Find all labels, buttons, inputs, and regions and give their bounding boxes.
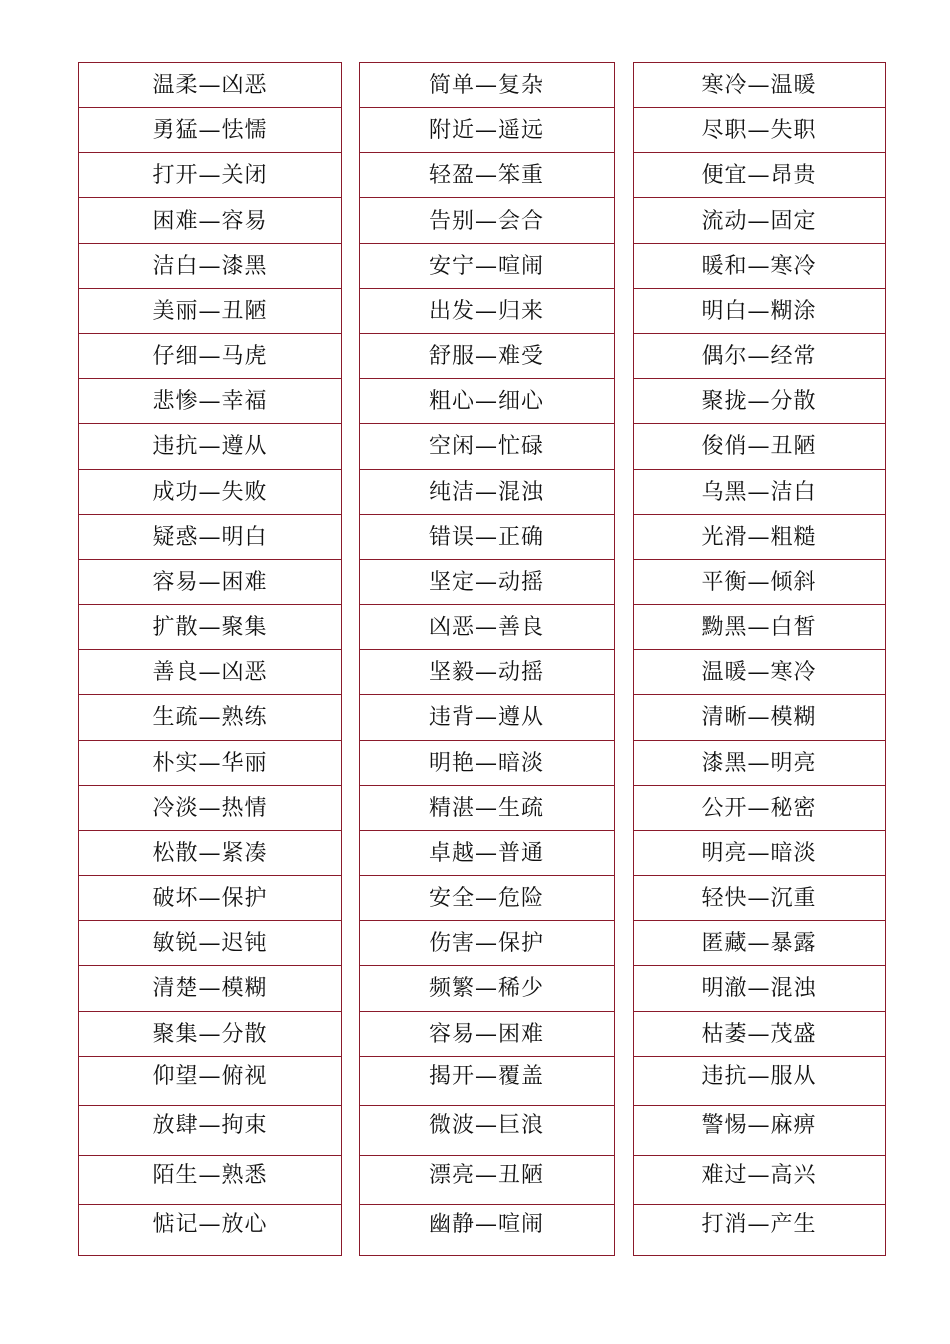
antonym-pair: 疑惑—明白 [152,524,268,550]
antonym-pair: 卓越—普通 [428,840,544,866]
antonym-pair: 错误—正确 [428,524,544,550]
antonym-pair: 安全—危险 [428,886,544,912]
column-gutter [615,514,633,560]
antonym-pair: 难过—高兴 [701,1162,817,1188]
column-gutter [342,740,359,786]
antonym-pair: 违抗—遵从 [152,434,268,460]
antonym-pair: 温暖—寒冷 [701,660,817,686]
table-row [79,1106,885,1156]
antonym-pair: 黝黑—白皙 [701,615,817,641]
column-gutter [615,243,633,289]
antonym-pair: 敏锐—迟钝 [152,931,268,957]
column-gutter [615,198,633,244]
column-gutter [615,423,633,469]
antonym-pair: 告别—会合 [428,208,544,234]
column-gutter [342,785,359,831]
table-row [79,63,885,108]
antonym-pair: 温柔—凶恶 [152,73,268,98]
column-gutter [615,288,633,334]
antonym-pair: 暖和—寒冷 [701,253,817,279]
antonym-pair: 凶恶—善良 [428,615,544,641]
antonym-pair: 漂亮—丑陋 [428,1162,544,1188]
antonym-pair: 舒服—难受 [428,344,544,370]
table-row [79,966,885,1011]
column-gutter [342,1011,359,1057]
antonym-pair: 安宁—喧闹 [428,253,544,279]
column-gutter [615,107,633,153]
antonym-pair: 轻快—沉重 [701,886,817,912]
antonym-pair: 出发—归来 [428,298,544,324]
column-gutter [342,694,359,740]
column-gutter [342,514,359,560]
table-row [79,1156,885,1206]
table-row [79,786,885,831]
antonym-pair: 仰望—俯视 [152,1063,268,1089]
table-row [79,695,885,740]
column-gutter [615,1011,633,1057]
table-row [79,379,885,424]
table-row [79,515,885,560]
antonym-pair: 便宜—昂贵 [701,163,817,189]
antonym-pair: 清晰—模糊 [701,705,817,731]
antonym-pair: 空闲—忙碌 [428,434,544,460]
column-gutter [342,559,359,605]
table-row [79,650,885,695]
table-row [79,470,885,515]
antonym-pair: 悲惨—幸福 [152,389,268,415]
table-row [79,605,885,650]
antonym-pair: 明艳—暗淡 [428,750,544,776]
antonym-pair: 生疏—熟练 [152,705,268,731]
table-row [79,1057,885,1107]
antonym-pair: 揭开—覆盖 [428,1063,544,1089]
antonym-pair: 容易—困难 [152,569,268,595]
antonym-pair: 公开—秘密 [701,795,817,821]
antonym-pair: 破坏—保护 [152,886,268,912]
antonym-pair: 清楚—模糊 [152,976,268,1002]
antonym-pair: 明白—糊涂 [701,298,817,324]
column-gutter [615,1056,633,1107]
column-gutter [342,965,359,1011]
column-gutter [342,243,359,289]
column-gutter [342,1105,359,1156]
column-gutter [615,694,633,740]
column-gutter [342,152,359,198]
antonym-pair: 朴实—华丽 [152,750,268,776]
table-row [79,289,885,334]
antonym-pair: 聚拢—分散 [701,389,817,415]
column-gutter [342,333,359,379]
antonym-pair: 困难—容易 [152,208,268,234]
column-gutter [615,830,633,876]
table-row [79,876,885,921]
antonym-pair: 仔细—马虎 [152,344,268,370]
table-row [79,334,885,379]
antonym-pair: 善良—凶恶 [152,660,268,686]
column-gutter [342,1204,359,1256]
antonym-pair: 冷淡—热情 [152,795,268,821]
column-gutter [342,288,359,334]
antonym-pair: 俊俏—丑陋 [701,434,817,460]
antonym-pair: 打消—产生 [701,1212,817,1238]
antonym-pair: 漆黑—明亮 [701,750,817,776]
column-gutter [615,152,633,198]
antonym-pair: 寒冷—温暖 [701,73,817,98]
column-gutter [342,107,359,153]
antonym-pair: 违抗—服从 [701,1063,817,1089]
antonym-pair: 美丽—丑陋 [152,298,268,324]
column-gutter [615,1155,633,1206]
antonym-pair: 成功—失败 [152,479,268,505]
column-gutter [615,785,633,831]
antonym-pair: 明澈—混浊 [701,976,817,1002]
antonym-pair: 微波—巨浪 [428,1113,544,1139]
table-row [79,921,885,966]
column-gutter [615,965,633,1011]
table-row [79,153,885,198]
antonym-pair: 警惕—麻痹 [701,1113,817,1139]
antonym-pair: 明亮—暗淡 [701,840,817,866]
antonym-pair: 附近—遥远 [428,118,544,144]
antonym-pair: 纯洁—混浊 [428,479,544,505]
antonym-table [78,62,886,1256]
column-gutter [615,920,633,966]
table-row [79,1012,885,1057]
table-row [79,108,885,153]
column-gutter [342,1155,359,1206]
antonym-pair: 洁白—漆黑 [152,253,268,279]
column-gutter [342,920,359,966]
antonym-pair: 违背—遵从 [428,705,544,731]
column-gutter [342,604,359,650]
antonym-pair: 打开—关闭 [152,163,268,189]
antonym-pair: 松散—紧凑 [152,840,268,866]
column-gutter [342,378,359,424]
column-gutter [615,649,633,695]
table-row [79,560,885,605]
antonym-pair: 平衡—倾斜 [701,569,817,595]
antonym-pair: 惦记—放心 [152,1212,268,1238]
column-gutter [615,333,633,379]
antonym-pair: 流动—固定 [701,208,817,234]
column-gutter [615,559,633,605]
column-gutter [615,378,633,424]
antonym-pair: 勇猛—怯懦 [152,118,268,144]
table-row [79,199,885,244]
antonym-pair: 尽职—失职 [701,118,817,144]
column-gutter [342,469,359,515]
antonym-pair: 坚毅—动摇 [428,660,544,686]
table-row [79,244,885,289]
antonym-pair: 聚集—分散 [152,1021,268,1047]
column-gutter [615,604,633,650]
column-gutter [342,830,359,876]
antonym-pair: 放肆—拘束 [152,1113,268,1139]
antonym-pair: 陌生—熟悉 [152,1162,268,1188]
antonym-pair: 光滑—粗糙 [701,524,817,550]
antonym-pair: 频繁—稀少 [428,976,544,1002]
column-gutter [615,875,633,921]
antonym-pair: 精湛—生疏 [428,795,544,821]
antonym-pair: 匿藏—暴露 [701,931,817,957]
column-gutter [342,423,359,469]
column-gutter [615,740,633,786]
antonym-pair: 乌黑—洁白 [701,479,817,505]
table-row [79,1205,885,1255]
column-gutter [615,1204,633,1256]
antonym-pair: 简单—复杂 [428,73,544,98]
column-gutter [615,1105,633,1156]
antonym-pair: 幽静—喧闹 [428,1212,544,1238]
antonym-pair: 偶尔—经常 [701,344,817,370]
table-row [79,831,885,876]
column-gutter [342,649,359,695]
antonym-pair: 伤害—保护 [428,931,544,957]
column-gutter [615,469,633,515]
column-gutter [342,875,359,921]
antonym-pair: 轻盈—笨重 [428,163,544,189]
antonym-pair: 粗心—细心 [428,389,544,415]
antonym-pair: 容易—困难 [428,1021,544,1047]
antonym-pair: 扩散—聚集 [152,615,268,641]
table-row [79,741,885,786]
column-gutter [342,62,359,108]
antonym-pair: 枯萎—茂盛 [701,1021,817,1047]
column-gutter [615,62,633,108]
column-gutter [342,1056,359,1107]
antonym-pair: 坚定—动摇 [428,569,544,595]
table-row [79,424,885,469]
column-gutter [342,198,359,244]
